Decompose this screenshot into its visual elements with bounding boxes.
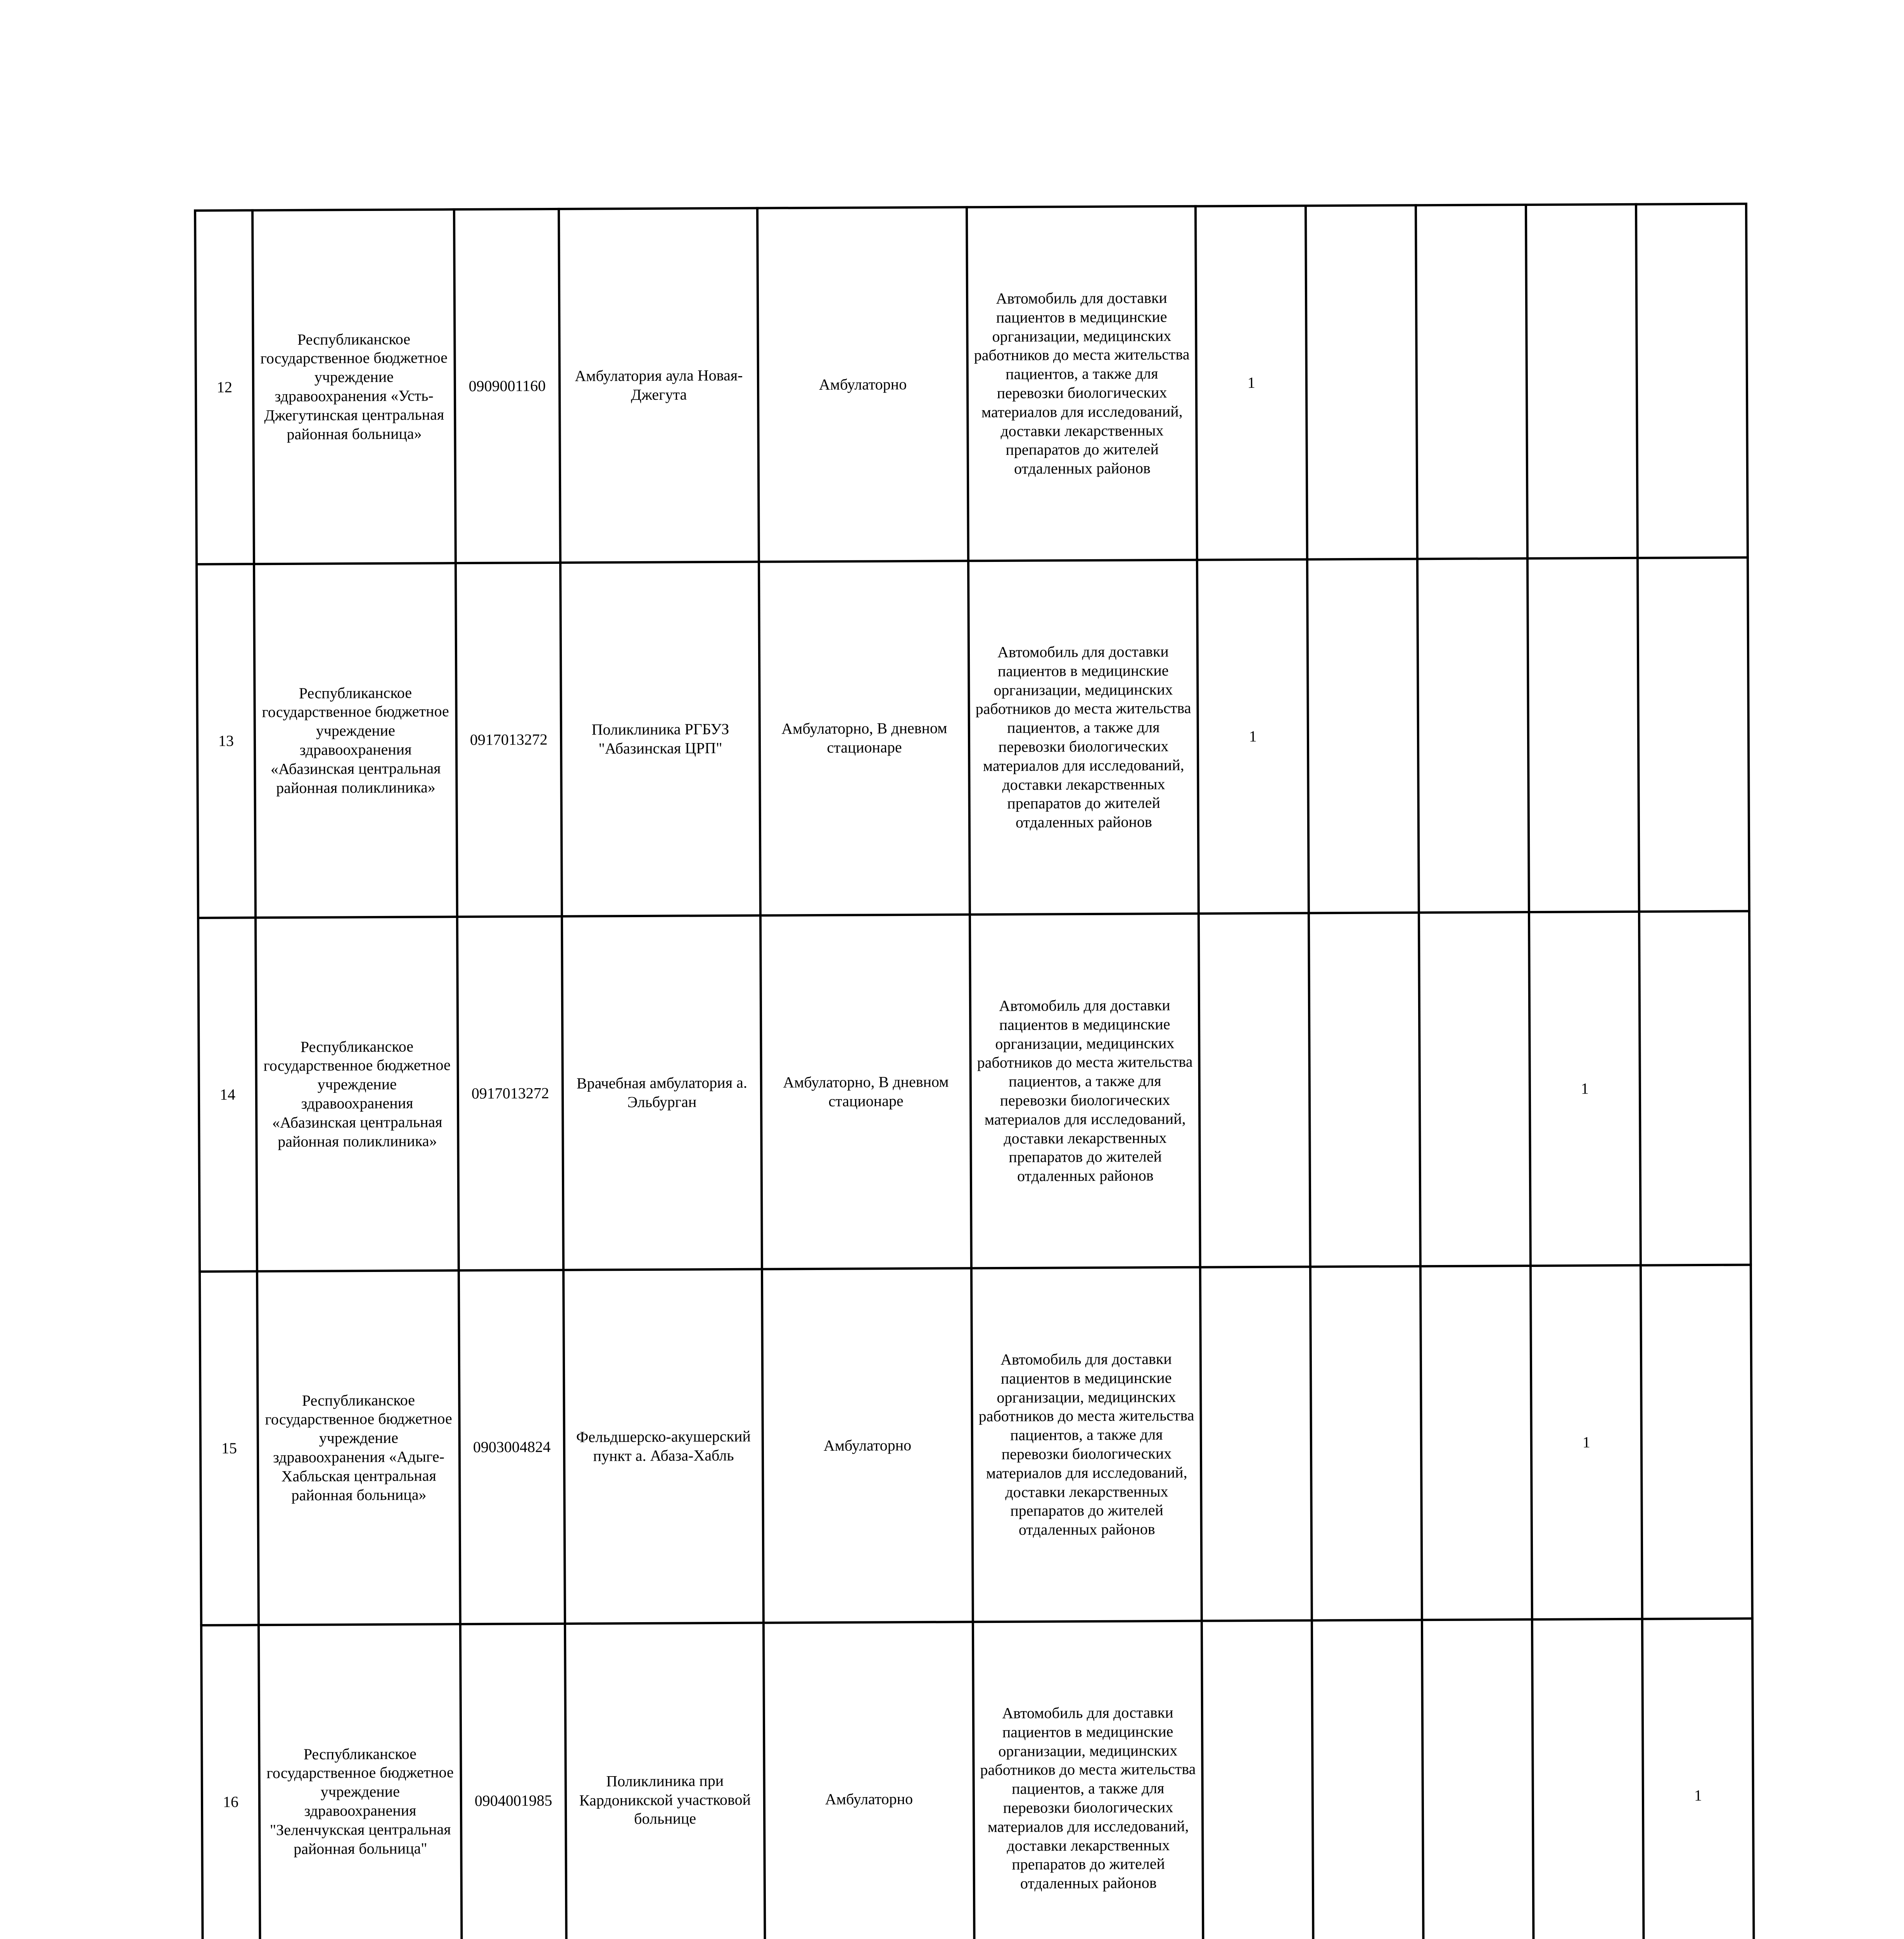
care-conditions: Амбулаторно: [762, 1268, 973, 1623]
vehicle-purpose: Автомобиль для доставки пациентов в медицинские организации, медицинских работников до места жительства пациентов, а также для перевозки биологических материалов для исследований, доставки лекарственных препаратов до жителей отдаленных районов: [973, 1621, 1203, 1939]
count-cell: [1639, 911, 1751, 1265]
vehicle-allocation-table: [194, 203, 1755, 1939]
care-conditions: Амбулаторно, В дневном стационаре: [760, 914, 971, 1269]
care-conditions: Амбулаторно, В дневном стационаре: [759, 561, 970, 915]
count-cell: [1306, 205, 1417, 559]
table-row: [195, 204, 1748, 564]
count-cell: [1636, 204, 1748, 558]
count-cell: [1312, 1620, 1424, 1939]
vehicle-purpose: Автомобиль для доставки пациентов в медицинские организации, медицинских работников до места жительства пациентов, а также для перевозки биологических материалов для исследований, доставки лекарственных препаратов до жителей отдаленных районов: [970, 914, 1200, 1268]
organization-name: Республиканское государственное бюджетное учреждение здравоохранения «Абазинская центральная районная поликлиника»: [256, 917, 459, 1271]
count-cell: [1422, 1619, 1534, 1939]
count-cell: [1200, 1267, 1312, 1621]
table-row: [197, 558, 1749, 918]
count-cell: [1307, 559, 1419, 913]
care-conditions: Амбулаторно: [757, 207, 968, 562]
table-row: [198, 911, 1751, 1272]
table-row: [200, 1265, 1752, 1625]
count-cell: [1309, 912, 1420, 1267]
count-cell: 1: [1196, 206, 1307, 560]
count-cell: [1638, 558, 1749, 912]
count-cell: [1532, 1619, 1644, 1939]
organization-code: 0917013272: [456, 563, 562, 917]
vehicle-purpose: Автомобиль для доставки пациентов в медицинские организации, медицинских работников до места жительства пациентов, а также для перевозки биологических материалов для исследований, доставки лекарственных препаратов до жителей отдаленных районов: [968, 560, 1199, 915]
count-cell: [1310, 1266, 1422, 1620]
organization-name: Республиканское государственное бюджетное учреждение здравоохранения "Зеленчукская центральная районная больница": [259, 1624, 462, 1939]
vehicle-purpose: Автомобиль для доставки пациентов в медицинские организации, медицинских работников до места жительства пациентов, а также для перевозки биологических материалов для исследований, доставки лекарственных препаратов до жителей отдаленных районов: [971, 1267, 1202, 1622]
organization-name: Республиканское государственное бюджетное учреждение здравоохранения «Абазинская центральная районная поликлиника»: [254, 563, 457, 918]
count-cell: 1: [1531, 1265, 1642, 1619]
scanned-page: [194, 203, 1753, 1939]
organization-name: Республиканское государственное бюджетное учреждение здравоохранения «Усть-Джегутинская центральная районная больница»: [252, 209, 456, 564]
organization-code: 0903004824: [459, 1270, 565, 1624]
organization-code: 0917013272: [457, 916, 563, 1270]
facility-name: Амбулатория аула Новая-Джегута: [559, 208, 759, 563]
row-number: 12: [195, 210, 254, 564]
organization-code: 0904001985: [460, 1624, 567, 1939]
vehicle-purpose: Автомобиль для доставки пациентов в медицинские организации, медицинских работников до места жительства пациентов, а также для перевозки биологических материалов для исследований, доставки лекарственных препаратов до жителей отдаленных районов: [967, 206, 1197, 561]
count-cell: [1641, 1265, 1752, 1619]
facility-name: Врачебная амбулатория а. Эльбурган: [562, 916, 762, 1270]
organization-name: Республиканское государственное бюджетное учреждение здравоохранения «Адыге-Хабльская центральная районная больница»: [257, 1270, 460, 1625]
row-number: 13: [197, 564, 256, 918]
count-cell: [1419, 912, 1531, 1266]
row-number: 16: [201, 1625, 260, 1939]
facility-name: Фельдшерско-акушерский пункт а. Абаза-Хабль: [563, 1269, 764, 1624]
care-conditions: Амбулаторно: [764, 1622, 974, 1939]
table-row: [201, 1618, 1754, 1939]
count-cell: [1416, 205, 1527, 559]
organization-code: 0909001160: [454, 209, 560, 563]
row-number: 14: [198, 918, 257, 1272]
facility-name: Поликлиника при Кардоникской участковой больнице: [565, 1623, 765, 1939]
count-cell: [1199, 913, 1310, 1267]
facility-name: Поликлиника РГБУЗ "Абазинская ЦРП": [560, 562, 760, 916]
count-cell: [1202, 1620, 1313, 1939]
count-cell: 1: [1642, 1618, 1754, 1939]
count-cell: 1: [1197, 559, 1309, 913]
count-cell: [1526, 204, 1638, 558]
count-cell: [1527, 558, 1639, 912]
count-cell: 1: [1529, 912, 1641, 1266]
count-cell: [1420, 1266, 1532, 1620]
count-cell: [1417, 558, 1529, 912]
row-number: 15: [200, 1271, 259, 1625]
